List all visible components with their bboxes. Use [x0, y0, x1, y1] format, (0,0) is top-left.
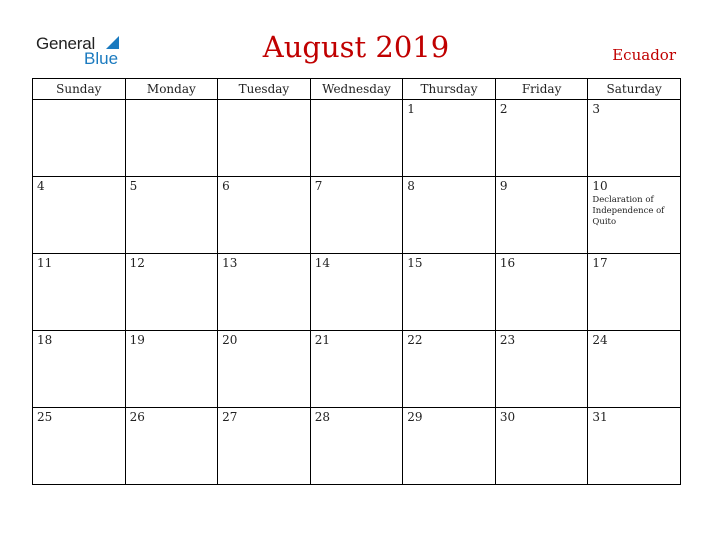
day-number: 8: [407, 179, 415, 193]
holiday-label: Declaration of Independence of Quito: [592, 195, 665, 227]
weekday-header: Wednesday: [310, 79, 403, 100]
day-number: 1: [407, 102, 415, 116]
day-number: 18: [37, 333, 53, 347]
day-cell: [310, 254, 403, 331]
day-number: 25: [37, 410, 53, 424]
day-number: 10: [592, 179, 608, 193]
day-cell: [125, 100, 218, 177]
day-number: [126, 100, 218, 102]
day-number: 7: [314, 179, 323, 193]
day-cell: [33, 100, 126, 177]
day-cell: [403, 408, 496, 485]
day-cell: [33, 408, 126, 485]
day-number: 3: [592, 102, 601, 116]
page-title: August 2019: [262, 30, 450, 64]
day-cell: [495, 408, 588, 485]
week-row: [33, 331, 681, 408]
day-cell: [310, 177, 403, 254]
day-number: [311, 100, 403, 102]
day-number: 9: [499, 179, 508, 193]
day-cell: [125, 408, 218, 485]
day-cell: [33, 177, 126, 254]
day-number: 17: [592, 256, 608, 270]
day-number: 13: [222, 256, 238, 270]
day-cell: [495, 177, 588, 254]
day-cell: [310, 100, 403, 177]
day-number: 28: [314, 410, 330, 424]
day-number: 23: [499, 333, 516, 347]
day-number: 26: [129, 410, 145, 424]
weekday-header: Saturday: [588, 79, 681, 100]
day-cell: [33, 254, 126, 331]
day-cell: [403, 177, 496, 254]
day-number: 27: [222, 410, 238, 424]
day-number: 2: [499, 102, 508, 116]
day-number: 4: [37, 179, 45, 193]
weekday-header-row: [33, 79, 681, 100]
weekday-header: Thursday: [403, 79, 496, 100]
country-name: Ecuador: [612, 46, 676, 64]
day-number: 30: [499, 410, 516, 424]
day-cell: [588, 254, 681, 331]
day-cell: [588, 331, 681, 408]
day-number: 29: [407, 410, 423, 424]
day-number: 6: [222, 179, 230, 193]
day-number: 16: [499, 256, 516, 270]
day-number: 24: [592, 333, 608, 347]
day-cell: [218, 254, 311, 331]
week-row: [33, 408, 681, 485]
day-number: [218, 100, 310, 102]
day-cell: [403, 100, 496, 177]
day-number: 15: [407, 256, 423, 270]
week-row: [33, 100, 681, 177]
day-cell: [218, 408, 311, 485]
logo-blue-text: Blue: [84, 49, 119, 68]
day-cell: [588, 100, 681, 177]
day-number: 31: [592, 410, 608, 424]
weekday-header: Sunday: [33, 79, 126, 100]
day-cell: [310, 408, 403, 485]
day-number: 21: [314, 333, 330, 347]
day-cell: [33, 331, 126, 408]
day-cell: [495, 254, 588, 331]
day-cell: [125, 331, 218, 408]
week-row: [33, 177, 681, 254]
day-cell: [403, 331, 496, 408]
calendar-grid: [32, 78, 681, 485]
day-number: 11: [37, 256, 53, 270]
day-cell: [125, 177, 218, 254]
day-cell: [310, 331, 403, 408]
day-number: 14: [314, 256, 330, 270]
day-number: 12: [129, 256, 145, 270]
logo-general-text: General: [36, 34, 96, 53]
weekday-header: Tuesday: [218, 79, 311, 100]
day-number: 20: [222, 333, 238, 347]
weekday-header: Monday: [125, 79, 218, 100]
day-cell: [403, 254, 496, 331]
day-number: 22: [407, 333, 423, 347]
day-number: 19: [129, 333, 145, 347]
day-cell: [495, 100, 588, 177]
day-cell: [218, 100, 311, 177]
weekday-header: Friday: [495, 79, 588, 100]
day-cell: [588, 177, 681, 254]
day-cell: [218, 331, 311, 408]
day-cell: [125, 254, 218, 331]
day-cell: [495, 331, 588, 408]
day-cell: [588, 408, 681, 485]
week-row: [33, 254, 681, 331]
day-cell: [218, 177, 311, 254]
day-number: [33, 100, 125, 102]
day-number: 5: [129, 179, 138, 193]
